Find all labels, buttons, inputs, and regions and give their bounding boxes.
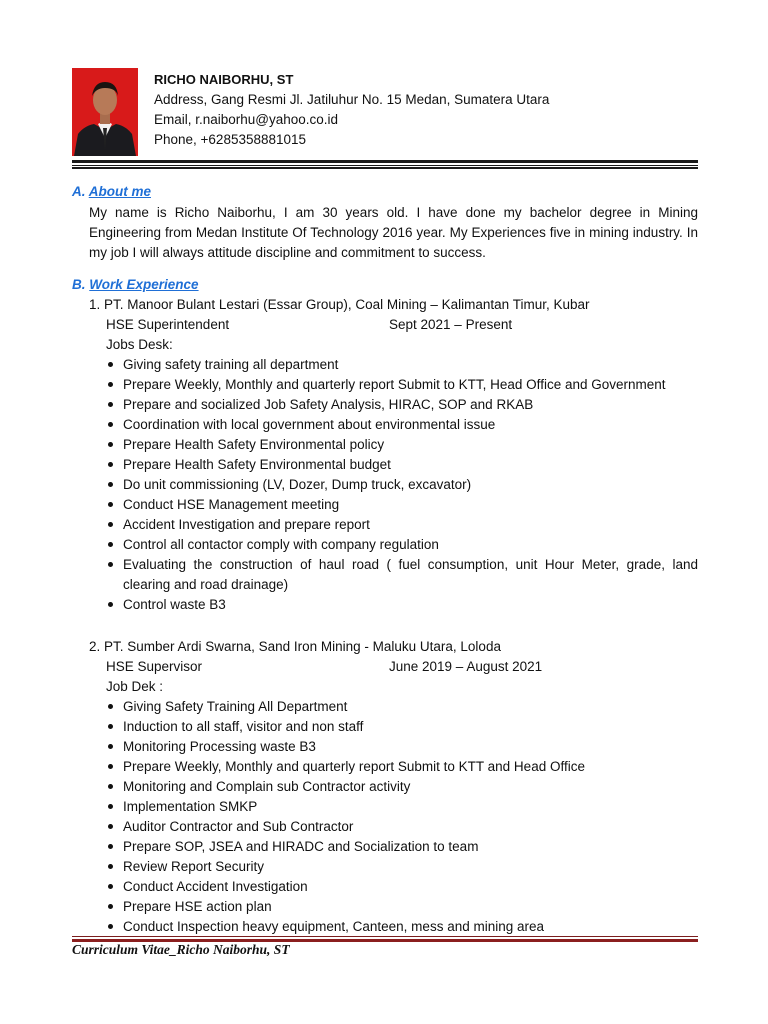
job-company-1: 1. PT. Manoor Bulant Lestari (Essar Group), Coal Mining – Kalimantan Timur, Kubar: [89, 297, 590, 312]
footer-text: Curriculum Vitae_Richo Naiborhu, ST: [72, 942, 290, 957]
duties-list-1: [106, 355, 698, 615]
person-name: RICHO NAIBORHU, ST: [154, 72, 294, 87]
list-item: Coordination with local government about environmental issue: [106, 415, 698, 435]
contact-header: [154, 70, 549, 150]
job-role-1: [106, 315, 513, 335]
list-item: Giving Safety Training All Department: [106, 697, 698, 717]
duties-list-2: [106, 697, 698, 937]
job-period-1: Sept 2021 – Present: [389, 317, 513, 332]
list-item: Prepare Weekly, Monthly and quarterly report Submit to KTT and Head Office: [106, 757, 698, 777]
list-item: Implementation SMKP: [106, 797, 698, 817]
header-divider: [72, 160, 698, 169]
list-item: Conduct HSE Management meeting: [106, 495, 698, 515]
list-item: Conduct Inspection heavy equipment, Canteen, mess and mining area: [106, 917, 698, 937]
job-period-2: June 2019 – August 2021: [389, 659, 543, 674]
list-item: Induction to all staff, visitor and non staff: [106, 717, 698, 737]
job-title-1: HSE Superintendent: [106, 317, 230, 332]
about-paragraph: My name is Richo Naiborhu, I am 30 years old. I have done my bachelor degree in Mining Engineering from Medan Institute Of Technology 2016 year. My Experiences five in mining industry. In my job I will always attitude discipline and commitment to success.: [89, 205, 698, 260]
job-role-2: [106, 657, 543, 677]
list-item: Accident Investigation and prepare report: [106, 515, 698, 535]
list-item: Giving safety training all department: [106, 355, 698, 375]
list-item: Prepare and socialized Job Safety Analysis, HIRAC, SOP and RKAB: [106, 395, 698, 415]
phone-line: Phone, +6285358881015: [154, 132, 307, 147]
job-desk-label-1: Jobs Desk:: [106, 337, 173, 352]
list-item: Review Report Security: [106, 857, 698, 877]
address-line: Address, Gang Resmi Jl. Jatiluhur No. 15 Medan, Sumatera Utara: [154, 92, 550, 107]
list-item: Monitoring Processing waste B3: [106, 737, 698, 757]
list-item: Prepare Weekly, Monthly and quarterly report Submit to KTT, Head Office and Government: [106, 375, 698, 395]
list-item: Conduct Accident Investigation: [106, 877, 698, 897]
list-item: Control waste B3: [106, 595, 698, 615]
list-item: Prepare SOP, JSEA and HIRADC and Socialization to team: [106, 837, 698, 857]
list-item: Evaluating the construction of haul road ( fuel consumption, unit Hour Meter, grade, land clearing and road drainage): [106, 555, 698, 595]
list-item: Control all contactor comply with company regulation: [106, 535, 698, 555]
email-line: Email, r.naiborhu@yahoo.co.id: [154, 112, 339, 127]
section-title-work: B. Work Experience: [72, 277, 199, 292]
list-item: Prepare Health Safety Environmental budget: [106, 455, 698, 475]
job-title-2: HSE Supervisor: [106, 659, 203, 674]
job-company-2: 2. PT. Sumber Ardi Swarna, Sand Iron Mining - Maluku Utara, Loloda: [89, 639, 501, 654]
list-item: Auditor Contractor and Sub Contractor: [106, 817, 698, 837]
profile-photo: [72, 68, 138, 156]
list-item: Prepare Health Safety Environmental policy: [106, 435, 698, 455]
list-item: Monitoring and Complain sub Contractor activity: [106, 777, 698, 797]
list-item: Do unit commissioning (LV, Dozer, Dump truck, excavator): [106, 475, 698, 495]
section-title-about: A. About me: [72, 184, 151, 199]
job-desk-label-2: Job Dek :: [106, 679, 164, 694]
list-item: Prepare HSE action plan: [106, 897, 698, 917]
